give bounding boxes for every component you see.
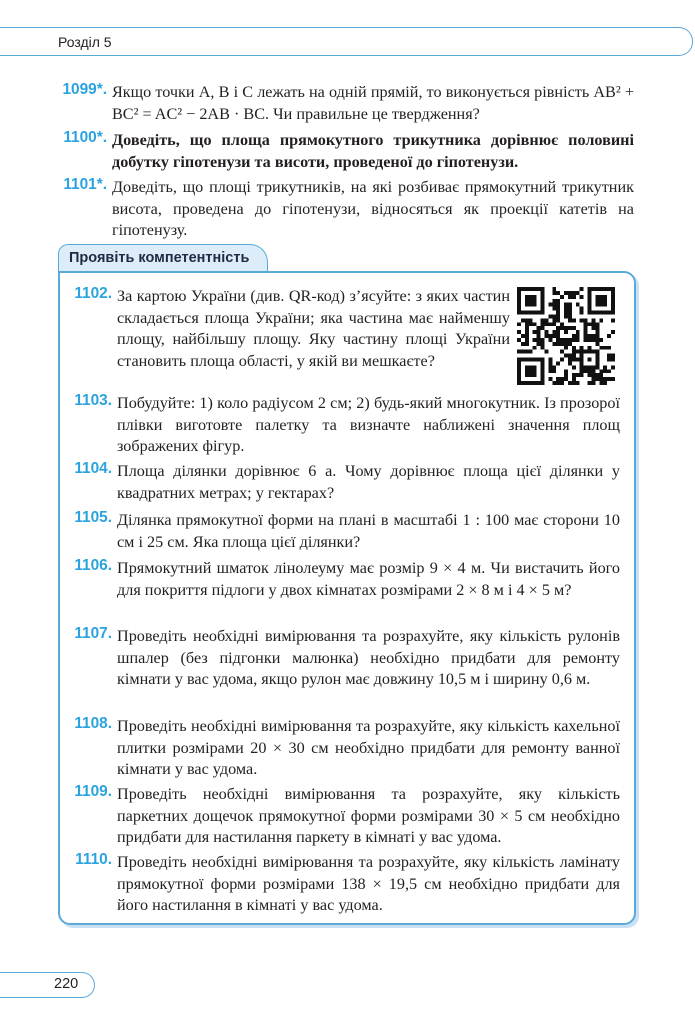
problem-1104 <box>74 460 620 504</box>
problem-text: Доведіть, що площі трикутників, на які розбиває прямокутний трикутник висота, проведена до гіпотенузи, відносяться як проекції катетів на гіпотенузу. <box>112 178 634 240</box>
problem-text: Якщо точки A, B і C лежать на одній прямій, то виконується рівність AB² + BC² = AC² − 2AB · BC. Чи правильне це твердження? <box>112 83 634 123</box>
problem-number: 1101*. <box>63 176 107 193</box>
problem-number: 1104. <box>74 460 112 477</box>
problem-1107 <box>74 625 620 691</box>
problem-number: 1102. <box>74 285 112 302</box>
problem-1110 <box>75 851 620 917</box>
qr-code-icon <box>517 287 615 385</box>
problem-text: Прямокутний шматок лінолеуму має розмір 9 × 4 м. Чи вистачить його для покриття підлоги у двох кімнатах розмірами 2 × 8 м і 4 × 5 м? <box>117 559 620 599</box>
problem-1108 <box>74 715 620 781</box>
problem-1100 <box>63 129 634 173</box>
problem-number: 1100*. <box>63 129 107 146</box>
problem-1099 <box>62 81 634 125</box>
section-tab: Проявіть компетентність <box>58 244 268 272</box>
problem-number: 1110. <box>75 851 112 868</box>
problem-text: За картою України (див. QR-код) з’ясуйте: з яких частин складається площа України; яка частина має найменшу площу, найбільшу площу. Яку частину площі України становить площа області, у якій ви мешкаєте? <box>117 287 510 370</box>
problem-number: 1103. <box>74 392 112 409</box>
problem-text: Доведіть, що площа прямокутного трикутника дорівнює половині добутку гіпотенузи та висоти, проведеної до гіпотенузи. <box>112 131 634 171</box>
problem-text: Ділянка прямокутної форми на плані в масштабі 1 : 100 має сторони 10 см і 25 см. Яка площа цієї ділянки? <box>117 511 620 551</box>
problem-1109 <box>74 783 620 849</box>
problem-1105 <box>74 509 620 553</box>
problem-number: 1099*. <box>62 81 107 98</box>
page-number: 220 <box>54 976 79 992</box>
problem-text: Площа ділянки дорівнює 6 а. Чому дорівнює площа цієї ділянки у квадратних метрах; у гектарах? <box>117 462 620 502</box>
problem-text: Побудуйте: 1) коло радіусом 2 см; 2) будь-який многокутник. Із прозорої плівки виготовте палетку та визначте наближені значення площ зображених фігур. <box>117 394 620 456</box>
problem-text: Проведіть необхідні вимірювання та розрахуйте, яку кількість паркетних дощечок прямокутної форми розмірами 30 × 5 см необхідно придбати для настилання паркету в кімнаті у вас удома. <box>117 785 620 847</box>
footer-bar <box>0 972 95 998</box>
problem-number: 1106. <box>74 557 112 574</box>
problem-text: Проведіть необхідні вимірювання та розрахуйте, яку кількість ламінату прямокутної форми розмірами 138 × 19,5 см необхідно придбати для його настилання в кімнаті у вас удома. <box>117 853 620 915</box>
problem-number: 1109. <box>74 783 112 800</box>
problem-number: 1105. <box>74 509 112 526</box>
problem-1103 <box>74 392 620 458</box>
problem-number: 1108. <box>74 715 112 732</box>
problem-1102 <box>74 285 510 372</box>
problem-1101 <box>63 176 634 242</box>
problem-1106 <box>74 557 620 601</box>
problem-number: 1107. <box>74 625 112 642</box>
problem-text: Проведіть необхідні вимірювання та розрахуйте, яку кількість кахельної плитки розмірами 20 × 30 см необхідно придбати для ремонту ванної кімнати у вас удома. <box>117 717 620 779</box>
problem-text: Проведіть необхідні вимірювання та розрахуйте, яку кількість рулонів шпалер (без підгонки малюнка) необхідно придбати для ремонту кімнати у вас удома, якщо рулон має довжину 10,5 м і ширину 0,6 м. <box>117 627 620 689</box>
section-title: Розділ 5 <box>58 34 112 50</box>
